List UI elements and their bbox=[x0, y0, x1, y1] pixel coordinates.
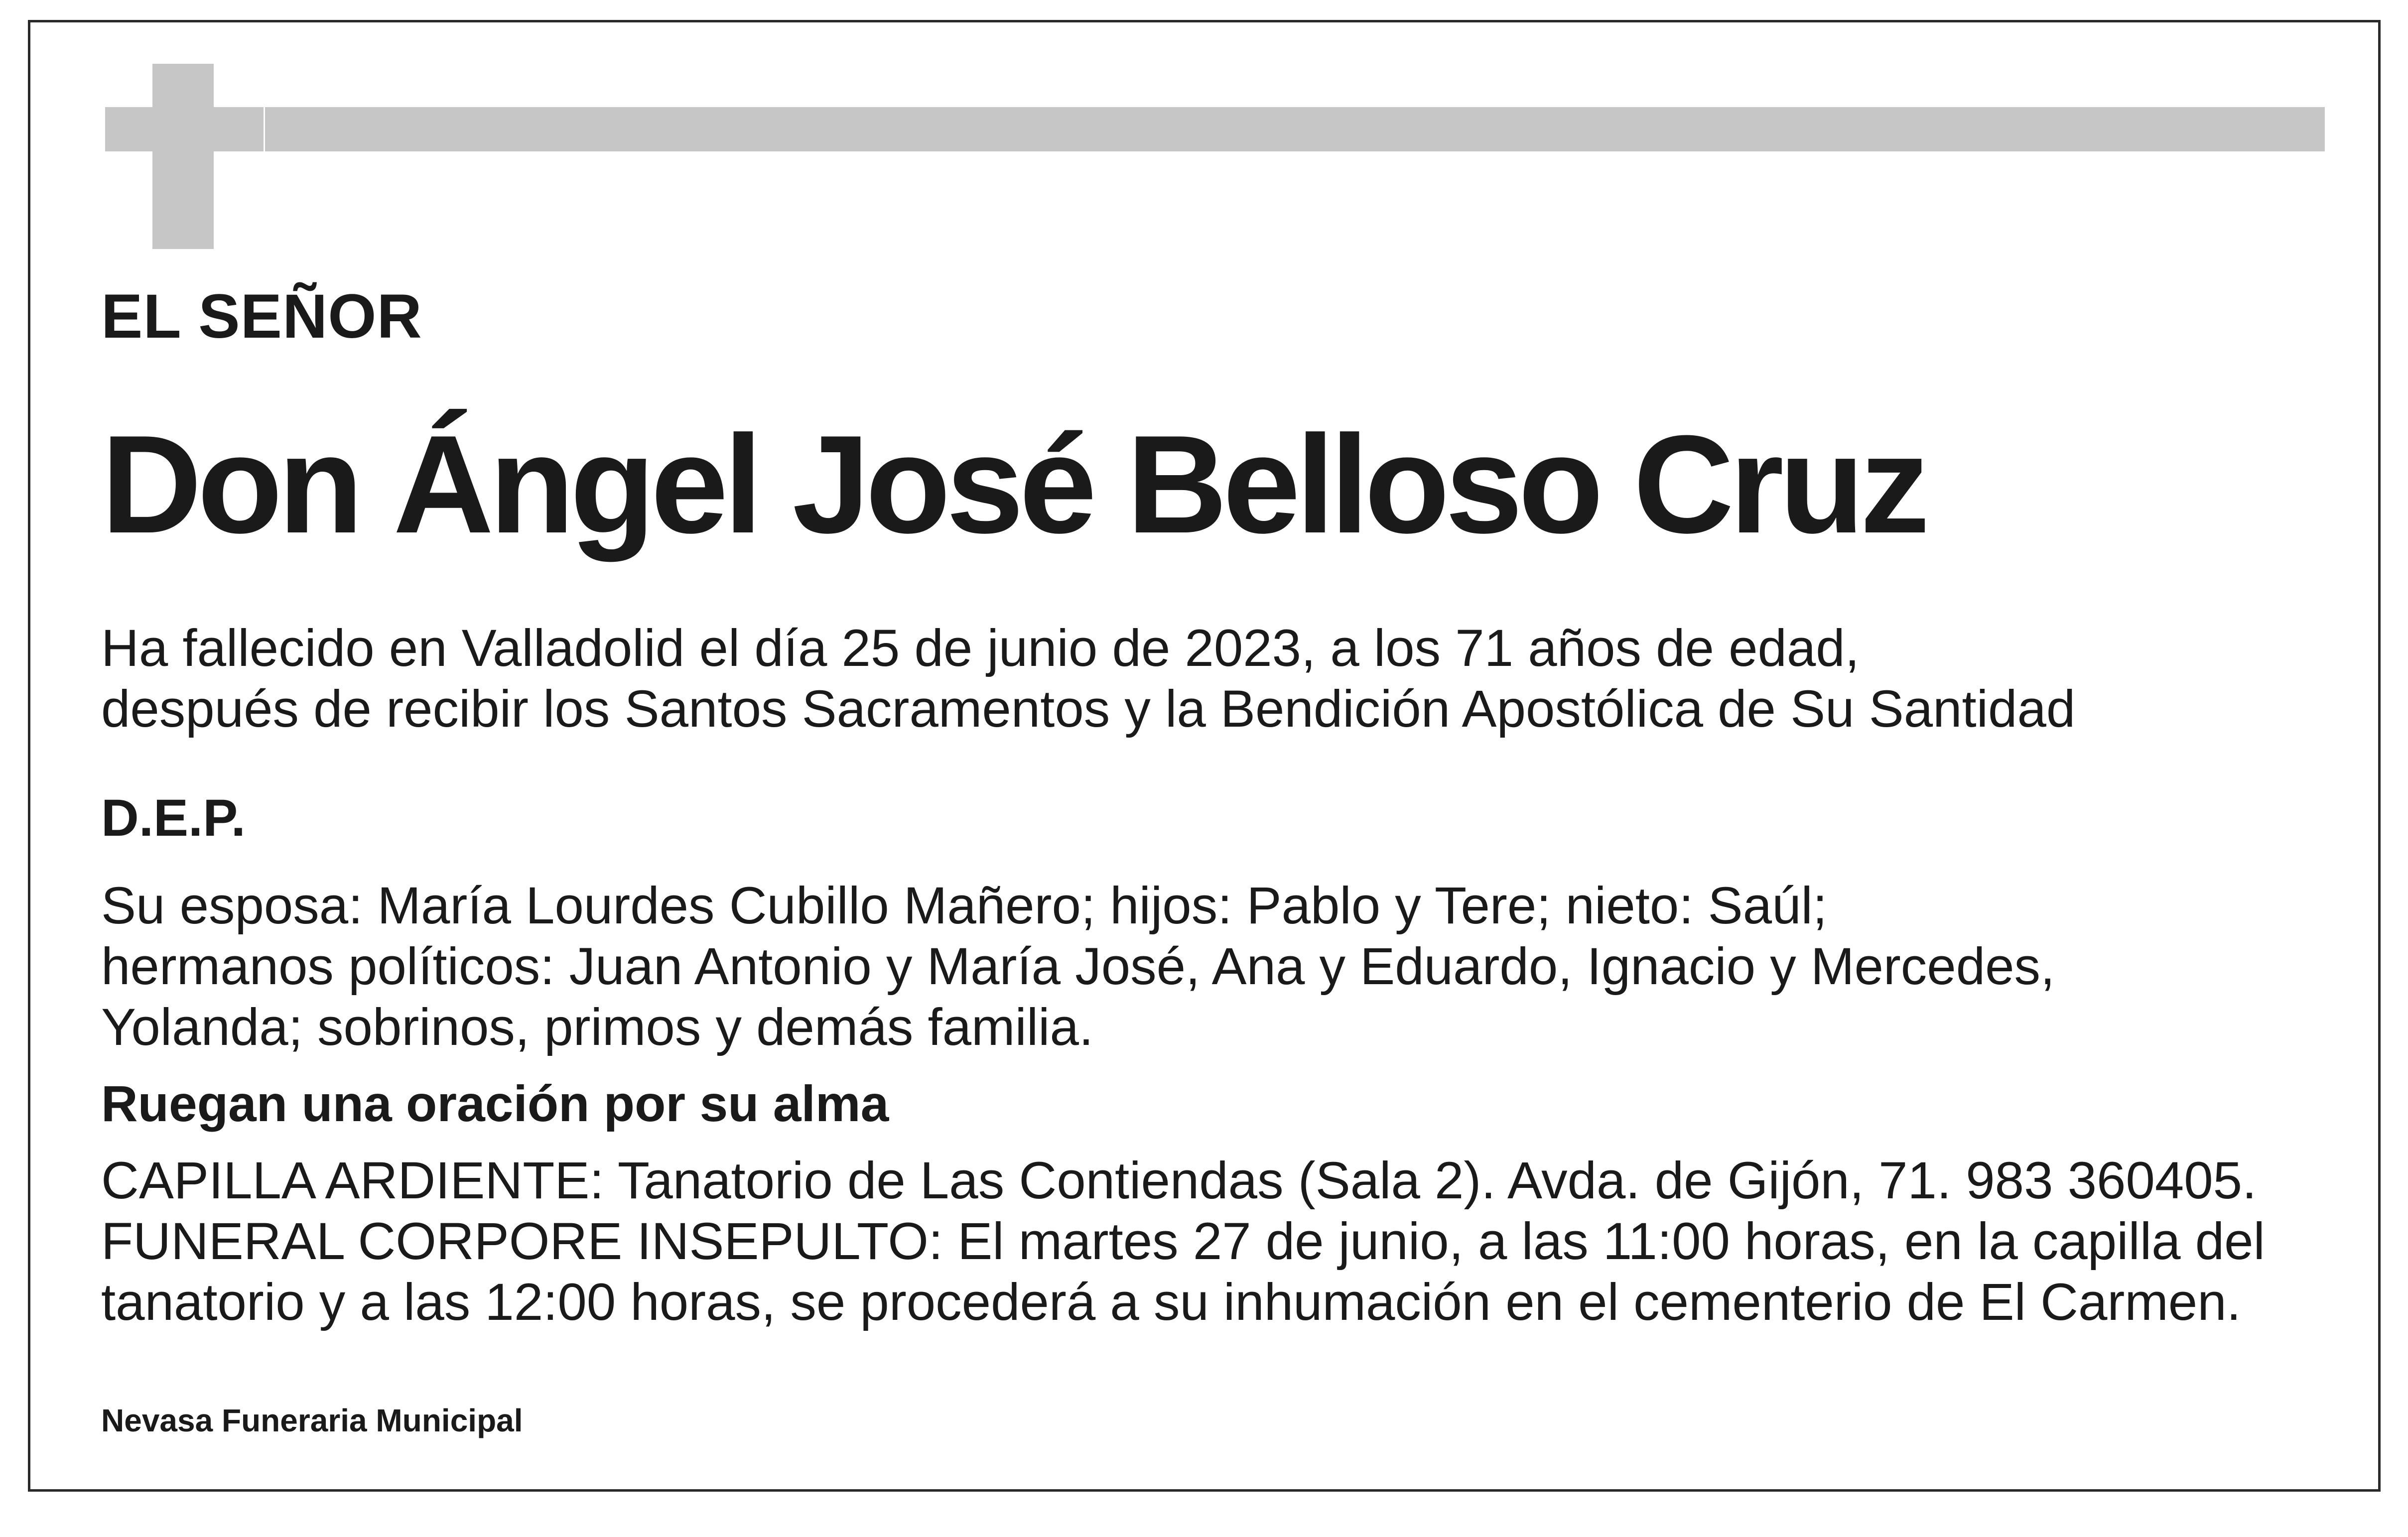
family-line: hermanos políticos: Juan Antonio y María José, Ana y Eduardo, Ignacio y Mercedes, bbox=[101, 937, 2055, 996]
header-rule bbox=[265, 107, 2325, 151]
service-line: tanatorio y a las 12:00 horas, se procederá a su inhumación en el cementerio de El Carmen. bbox=[101, 1273, 2241, 1331]
death-line: Ha fallecido en Valladolid el día 25 de junio de 2023, a los 71 años de edad, bbox=[101, 619, 1860, 677]
family-line: Yolanda; sobrinos, primos y demás familia. bbox=[101, 998, 1094, 1056]
honorific: EL SEÑOR bbox=[101, 282, 422, 351]
death-line: después de recibir los Santos Sacramentos y la Bendición Apostólica de Su Santidad bbox=[101, 680, 2076, 738]
service-line: CAPILLA ARDIENTE: Tanatorio de Las Contiendas (Sala 2). Avda. de Gijón, 71. 983 360405. bbox=[101, 1152, 2257, 1210]
prayer-request: Ruegan una oración por su alma bbox=[101, 1075, 889, 1132]
family-list bbox=[101, 876, 2055, 1058]
dep-label: D.E.P. bbox=[101, 789, 246, 847]
family-line: Su esposa: María Lourdes Cubillo Mañero; hijos: Pablo y Tere; nieto: Saúl; bbox=[101, 877, 1827, 935]
cross-icon bbox=[152, 64, 214, 249]
service-line: FUNERAL CORPORE INSEPULTO: El martes 27 de junio, a las 11:00 horas, en la capilla del bbox=[101, 1212, 2265, 1271]
funeral-home: Nevasa Funeraria Municipal bbox=[101, 1403, 523, 1438]
obituary-card bbox=[28, 20, 2381, 1492]
deceased-name: Don Ángel José Belloso Cruz bbox=[101, 407, 1925, 562]
service-details bbox=[101, 1151, 2265, 1333]
death-announcement bbox=[101, 618, 2075, 740]
cross-icon-crossbar bbox=[105, 107, 264, 151]
